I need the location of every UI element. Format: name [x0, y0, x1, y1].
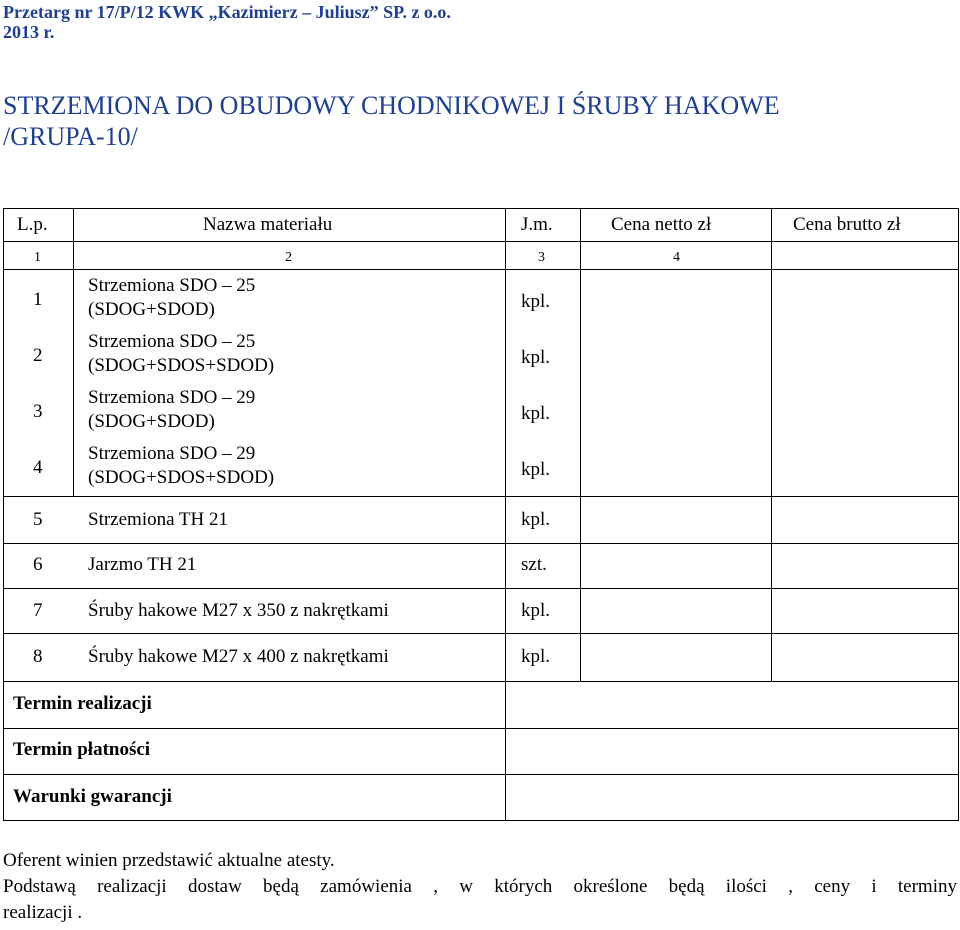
material-name-variant: (SDOG+SDOS+SDOD)	[88, 355, 275, 376]
row-lp: 6	[33, 554, 43, 575]
material-name: Jarzmo TH 21	[88, 554, 197, 575]
row-lp: 4	[33, 457, 43, 478]
row-lp: 7	[33, 600, 43, 621]
row-lp: 3	[33, 401, 43, 422]
row-lp: 5	[33, 509, 43, 530]
material-name: Strzemiona SDO – 29	[88, 387, 256, 408]
header-unit: J.m.	[521, 214, 553, 235]
material-name: Strzemiona TH 21	[88, 509, 229, 530]
column-number: 3	[538, 250, 545, 265]
header-material-name: Nazwa materiału	[203, 214, 333, 235]
header-lp: L.p.	[17, 214, 48, 235]
unit: kpl.	[521, 347, 551, 368]
footer-basis-end: realizacji .	[3, 902, 83, 923]
unit: kpl.	[521, 459, 551, 480]
row-lp: 1	[33, 289, 43, 310]
unit: kpl.	[521, 403, 551, 424]
row-lp: 2	[33, 345, 43, 366]
material-name: Śruby hakowe M27 x 350 z nakrętkami	[88, 600, 389, 621]
column-number: 1	[34, 250, 41, 265]
material-name: Śruby hakowe M27 x 400 z nakrętkami	[88, 646, 389, 667]
unit: kpl.	[521, 600, 551, 621]
unit: kpl.	[521, 291, 551, 312]
term-realization-label: Termin realizacji	[13, 693, 152, 714]
material-name: Strzemiona SDO – 25	[88, 275, 256, 296]
material-name-variant: (SDOG+SDOD)	[88, 299, 215, 320]
row-lp: 8	[33, 646, 43, 667]
term-payment-label: Termin płatności	[13, 739, 151, 760]
document-group: /GRUPA-10/	[3, 122, 138, 151]
footer-basis-line: Podstawą realizacji dostaw będą zamówienia , w których określone będą ilości , ceny i terminy	[3, 876, 957, 897]
material-name: Strzemiona SDO – 29	[88, 443, 256, 464]
materials-table	[3, 208, 959, 828]
warranty-terms-label: Warunki gwarancji	[13, 786, 172, 807]
tender-header-line: Przetarg nr 17/P/12 KWK „Kazimierz – Juliusz” SP. z o.o.	[3, 2, 451, 22]
material-name-variant: (SDOG+SDOD)	[88, 411, 215, 432]
material-name: Strzemiona SDO – 25	[88, 331, 256, 352]
unit: kpl.	[521, 646, 551, 667]
footer-note: Oferent winien przedstawić aktualne atesty.	[3, 850, 335, 871]
column-number: 4	[673, 250, 680, 265]
tender-year: 2013 r.	[3, 22, 55, 42]
document-title: STRZEMIONA DO OBUDOWY CHODNIKOWEJ I ŚRUBY HAKOWE	[3, 91, 780, 120]
column-number: 2	[285, 250, 292, 265]
material-name-variant: (SDOG+SDOS+SDOD)	[88, 467, 275, 488]
unit: szt.	[521, 554, 547, 575]
unit: kpl.	[521, 509, 551, 530]
header-gross-price: Cena brutto zł	[793, 214, 901, 235]
header-net-price: Cena netto zł	[611, 214, 712, 235]
